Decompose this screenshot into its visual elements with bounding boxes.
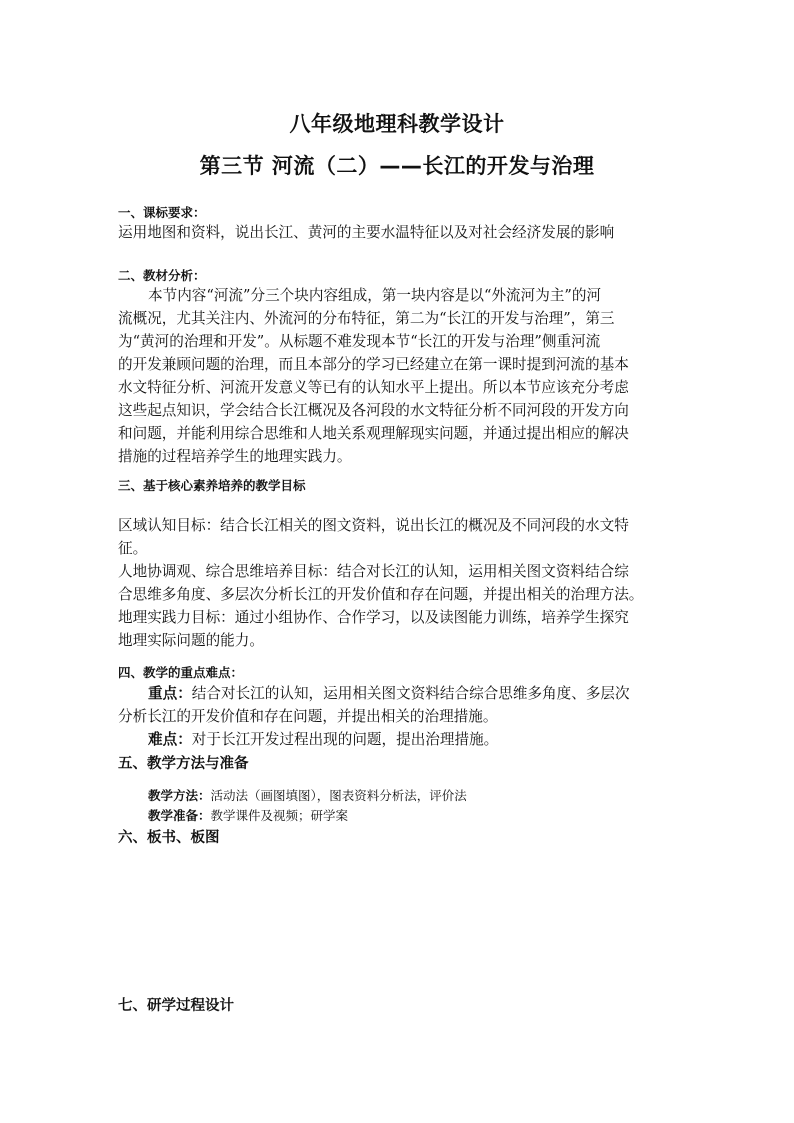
section-heading-methods: 五、教学方法与准备	[118, 755, 249, 772]
body-line: 为“黄河的治理和开发”。从标题不难发现本节“长江的开发与治理”侧重河流	[118, 333, 601, 350]
document-title: 八年级地理科教学设计	[289, 112, 505, 136]
body-line: 运用地图和资料，说出长江、黄河的主要水温特征以及对社会经济发展的影响	[118, 224, 615, 241]
body-line: 流概况，尤其关注内、外流河的分布特征，第二为“长江的开发与治理”，第三	[118, 310, 615, 327]
preparation-text: 教学课件及视频；研学案	[210, 808, 349, 823]
key-point-label: 重点：	[148, 685, 192, 702]
body-line: 这些起点知识，学会结合长江概况及各河段的水文特征分析不同河段的开发方向	[118, 402, 629, 419]
section-heading-process-design: 七、研学过程设计	[118, 997, 234, 1014]
body-line: 措施的过程培养学生的地理实践力。	[118, 448, 352, 465]
body-line: 地理实践力目标：通过小组协作、合作学习，以及读图能力训练，培养学生探究	[118, 609, 629, 626]
preparation-line	[148, 806, 348, 824]
key-point-line	[148, 682, 630, 703]
body-line: 合思维多角度、多层次分析长江的开发价值和存在问题，并提出相关的治理方法。	[118, 586, 644, 603]
body-line: 人地协调观、综合思维培养目标：结合对长江的认知，运用相关图文资料结合综	[118, 563, 629, 580]
section-heading-blackboard: 六、板书、板图	[118, 829, 220, 846]
difficulty-label: 难点：	[148, 731, 192, 748]
body-line: 地理实际问题的能力。	[118, 632, 264, 649]
body-line: 分析长江的开发价值和存在问题，并提出相关的治理措施。	[118, 708, 498, 725]
method-text: 活动法（画图填图），图表资料分析法，评价法	[210, 788, 467, 803]
document-subtitle: 第三节 河流（二）——长江的开发与治理	[199, 154, 595, 178]
difficulty-line	[148, 728, 498, 749]
method-line	[148, 786, 467, 804]
section-heading-key-points: 四、教学的重点难点：	[118, 665, 244, 680]
preparation-label: 教学准备：	[148, 808, 211, 823]
body-line: 水文特征分析、河流开发意义等已有的认知水平上提出。所以本节应该充分考虑	[118, 379, 629, 396]
body-line: 区域认知目标：结合长江相关的图文资料，说出长江的概况及不同河段的水文特	[118, 517, 629, 534]
body-line: 本节内容“河流”分三个块内容组成，第一块内容是以“外流河为主”的河	[148, 287, 602, 304]
body-line: 和问题，并能利用综合思维和人地关系观理解现实问题，并通过提出相应的解决	[118, 425, 629, 442]
body-line: 征。	[118, 540, 148, 557]
section-heading-textbook-analysis: 二、教材分析：	[118, 268, 206, 283]
difficulty-text: 对于长江开发过程出现的问题，提出治理措施。	[191, 731, 499, 748]
section-heading-curriculum: 一、课标要求：	[118, 205, 206, 220]
section-heading-objectives: 三、基于核心素养培养的教学目标	[118, 478, 306, 493]
method-label: 教学方法：	[148, 788, 211, 803]
body-line: 的开发兼顾问题的治理，而且本部分的学习已经建立在第一课时提到河流的基本	[118, 356, 629, 373]
key-point-text: 结合对长江的认知，运用相关图文资料结合综合思维多角度、多层次	[191, 685, 630, 702]
